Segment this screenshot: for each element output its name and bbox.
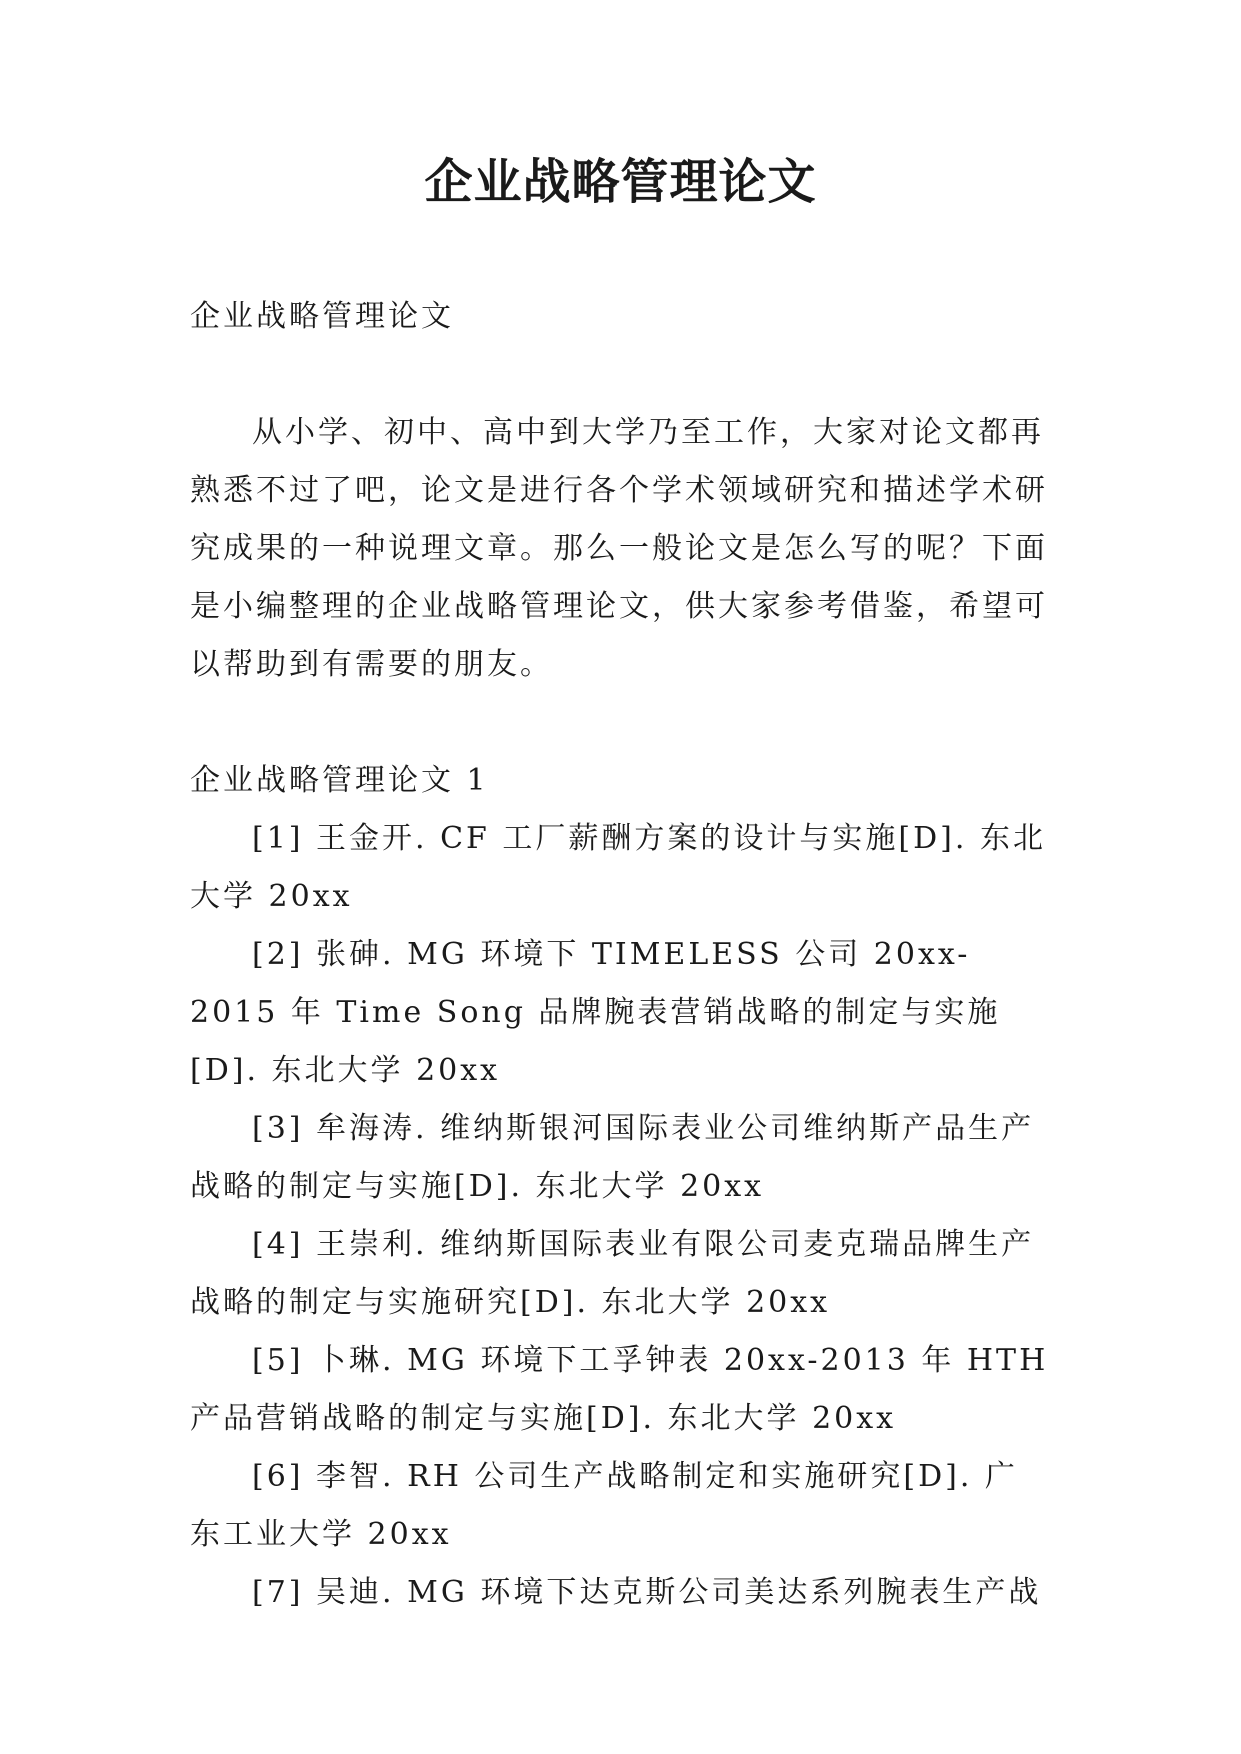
document-body — [190, 288, 1061, 1622]
section-heading: 企业战略管理论文 1 — [190, 763, 489, 798]
reference-item: [6] 李智. RH 公司生产战略制定和实施研究[D]. 广东工业大学 20xx — [190, 1459, 1018, 1552]
reference-item: [2] 张砷. MG 环境下 TIMELESS 公司 20xx-2015 年 Time Song 品牌腕表营销战略的制定与实施[D]. 东北大学 20xx — [190, 937, 1001, 1088]
document-subtitle: 企业战略管理论文 — [190, 299, 454, 334]
intro-paragraph: 从小学、初中、高中到大学乃至工作，大家对论文都再熟悉不过了吧，论文是进行各个学术领域研究和描述学术研究成果的一种说理文章。那么一般论文是怎么写的呢？下面是小编整理的企业战略管理论文，供大家参考借鉴，希望可以帮助到有需要的朋友。 — [190, 415, 1048, 682]
reference-item: [3] 牟海涛. 维纳斯银河国际表业公司维纳斯产品生产战略的制定与实施[D]. 东北大学 20xx — [190, 1111, 1035, 1204]
reference-item: [5] 卜琳. MG 环境下工孚钟表 20xx-2013 年 HTH 产品营销战略的制定与实施[D]. 东北大学 20xx — [190, 1343, 1061, 1436]
reference-item: [7] 吴迪. MG 环境下达克斯公司美达系列腕表生产战 — [252, 1575, 1042, 1610]
reference-item: [4] 王崇利. 维纳斯国际表业有限公司麦克瑞品牌生产战略的制定与实施研究[D]. 东北大学 20xx — [190, 1227, 1035, 1320]
reference-item: [1] 王金开. CF 工厂薪酬方案的设计与实施[D]. 东北大学 20xx — [190, 821, 1046, 914]
document-title: 企业战略管理论文 — [424, 154, 817, 210]
